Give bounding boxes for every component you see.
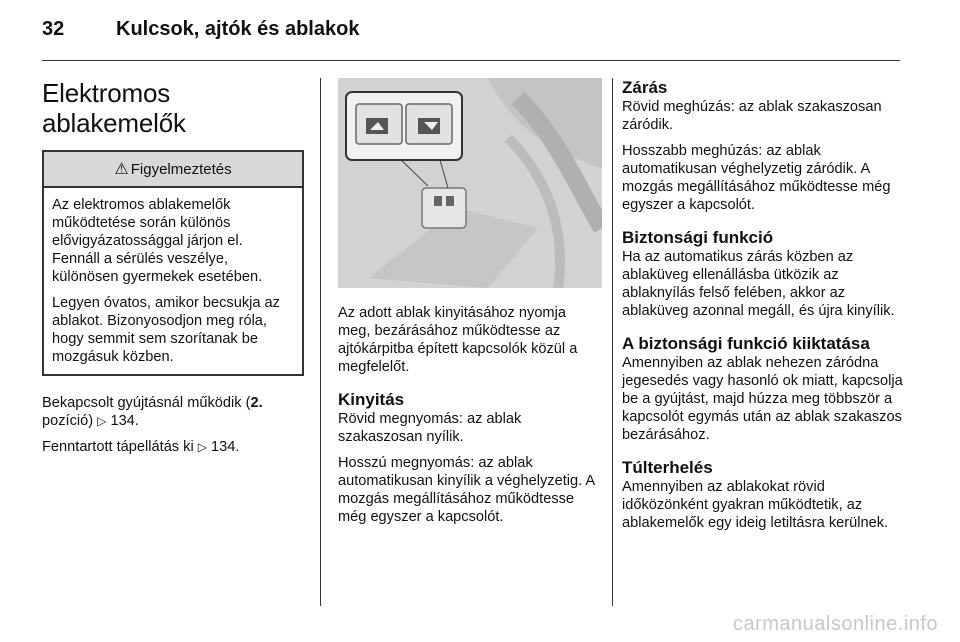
page-header bbox=[42, 14, 902, 44]
column-divider bbox=[612, 78, 613, 606]
watermark: carmanualsonline.info bbox=[732, 613, 938, 635]
warning-title: Figyelmeztetés bbox=[130, 160, 232, 178]
safety-paragraph: Ha az automatikus zárás közben az ablaküveg ellenállásba ütközik az ablaknyílás felső felében, akkor az ablaküveg azonnal megáll, és újra kinyílik. bbox=[622, 249, 895, 319]
page-number: 32 bbox=[42, 18, 65, 40]
warning-header bbox=[44, 152, 302, 188]
power-note: Fenntartott tápellátás ki ▷ 134. bbox=[42, 439, 240, 455]
column-3 bbox=[622, 78, 906, 532]
chapter-title: Kulcsok, ajtók és ablakok bbox=[116, 18, 360, 40]
window-switch-illustration bbox=[338, 78, 602, 288]
column-1 bbox=[42, 78, 306, 456]
column-divider bbox=[320, 78, 321, 606]
ignition-note: Bekapcsolt gyújtásnál működik (2. pozíció) ▷ 134. bbox=[42, 395, 263, 429]
door-panel-image bbox=[338, 78, 602, 288]
heading-override: A biztonsági funkció kiiktatása bbox=[622, 334, 870, 353]
column-2 bbox=[338, 78, 602, 526]
close-short-pull: Rövid meghúzás: az ablak szakaszosan záródik. bbox=[622, 99, 882, 133]
page-reference-icon: ▷ bbox=[97, 414, 107, 428]
page-reference-icon: ▷ bbox=[197, 440, 207, 454]
warning-body bbox=[44, 188, 302, 374]
page-reference[interactable]: 134. bbox=[211, 439, 240, 455]
heading-overload: Túlterhelés bbox=[622, 458, 713, 477]
override-paragraph: Amennyiben az ablak nehezen záródna jegesedés vagy hasonló ok miatt, kapcsolja be a gyújtást, majd húzza meg többször a kapcsolót egymás után az ablak szakaszos bezárásához. bbox=[622, 355, 903, 443]
warning-triangle-icon: ⚠ bbox=[114, 161, 129, 178]
heading-safety: Biztonsági funkció bbox=[622, 228, 774, 247]
heading-open: Kinyitás bbox=[338, 390, 405, 409]
section-title: Elektromos ablakemelők bbox=[42, 78, 186, 138]
warning-paragraph: Legyen óvatos, amikor becsukja az ablakot. Bizonyosodjon meg róla, hogy semmit sem szorítanak be mozgásuk közben. bbox=[52, 295, 280, 365]
overload-paragraph: Amennyiben az ablakokat rövid időközönként gyakran működtetik, az ablakemelők egy ideig letiltásra kerülnek. bbox=[622, 479, 889, 531]
warning-box bbox=[42, 150, 304, 376]
warning-paragraph: Az elektromos ablakemelők működtetése során különös elővigyázatossággal járjon el. Fennáll a sérülés veszélye, különösen gyermekek esetében. bbox=[52, 197, 263, 285]
heading-close: Zárás bbox=[622, 78, 668, 97]
close-long-pull: Hosszabb meghúzás: az ablak automatikusan véghelyzetig záródik. A mozgás megállításához működtesse még egyszer a kapcsolót. bbox=[622, 143, 891, 213]
page-reference[interactable]: 134. bbox=[110, 413, 139, 429]
intro-paragraph: Az adott ablak kinyitásához nyomja meg, bezárásához működtesse az ajtókárpitba épített kapcsolók közül a megfelelőt. bbox=[338, 305, 578, 375]
header-divider bbox=[42, 60, 900, 61]
open-long-press: Hosszú megnyomás: az ablak automatikusan kinyílik a véghelyzetig. A mozgás megállításához működtesse még egyszer a kapcsolót. bbox=[338, 455, 595, 525]
open-short-press: Rövid megnyomás: az ablak szakaszosan nyílik. bbox=[338, 411, 522, 445]
